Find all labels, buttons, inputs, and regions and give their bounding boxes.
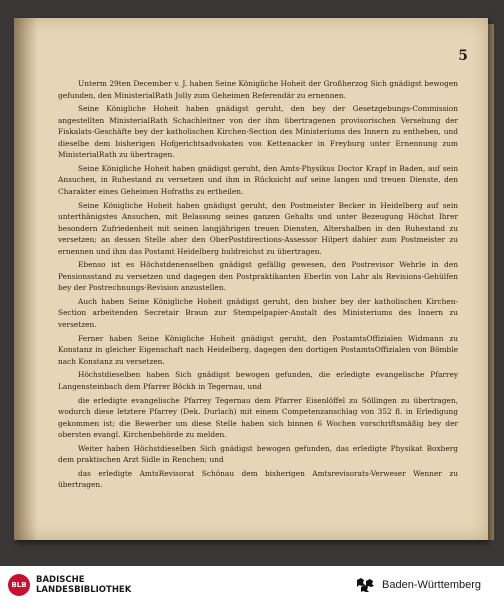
- blb-library-name[interactable]: [36, 575, 131, 595]
- paragraph: das erledigte AmtsRevisorat Schönau dem bisherigen Amtsrevisorats-Verweser Wenner zu übertragen.: [58, 468, 458, 490]
- page-text: [58, 78, 458, 493]
- page-number: 5: [458, 48, 468, 64]
- paragraph: Weiter haben Höchstdieselben Sich gnädigst bewogen gefunden, das erledigte Physikat Boxberg dem praktischen Arzt Sidle in Renchen; und: [58, 443, 458, 465]
- page-binding-shadow: [14, 18, 38, 540]
- blb-name-line2: LANDESBIBLIOTHEK: [36, 585, 132, 595]
- blb-logo[interactable]: BLB: [8, 574, 30, 596]
- blb-name-line1: BADISCHE: [36, 575, 85, 585]
- paragraph: Seine Königliche Hoheit haben gnädigst geruht, den Amts-Physikus Doctor Krapf in Baden, auf sein Ansuchen, in Ruhestand zu versetzen und ihm in Rücksicht auf seine langen und treuen Dienste, den Charakter eines Geheimen Hofraths zu ertheilen.: [58, 163, 458, 196]
- paragraph: Seine Königliche Hoheit haben gnädigst geruht, den Postmeister Becker in Heidelberg auf sein unterthänigstes Ansuchen, mit Belassung seines ganzen Gehalts und unter Bezeugung Höchst Ihrer besondern Zufriedenheit mit seinen langjährigen treuen Diensten, Altershalben in den Ruhestand zu versetzen; an dessen Stelle aber den OberPostdirections-Assessor Hilpert dahier zum Postmeister zu ernennen und ihm das Postamt Heidelberg huldreichst zu übertragen.: [58, 200, 458, 256]
- paragraph: die erledigte evangelische Pfarrey Tegernau dem Pfarrer Eisenlöffel zu Söllingen zu übertragen, wodurch diese letztere Pfarrey (Dek. Durlach) mit einem Competenzanschlag von 352 fl. in Erledigung gekommen ist; die Bewerber um diese Stelle haben sich binnen 6 Wochen vorschriftsmäßig bey der obersten evangl. Kirchenbehörde zu melden.: [58, 395, 458, 439]
- paragraph: Ferner haben Seine Königliche Hoheit gnädigst geruht, den PostamtsOffizialen Widmann zu Konstanz in gleicher Eigenschaft nach Heidelberg, dagegen den dortigen PostamtsOffizialen von Bömble nach Konstanz zu versetzen.: [58, 333, 458, 366]
- paragraph: Seine Königliche Hoheit haben gnädigst geruht, den bey der Gesetzgebungs-Commission angestellten MinisterialRath Schachleitner von der ihm übertragenen provisorischen Versehung der Fiskalats-Geschäfte bey der katholischen Kirchen-Section des Ministeriums des Innern zu entheben, und dieselbe dem bisherigen Hofgerichtsadvokaten von Kettenacker in Freyburg unter Ernennung zum MinisterialRath zu übertragen.: [58, 104, 458, 160]
- footer-bar: [0, 566, 504, 606]
- page-edge: [488, 24, 494, 540]
- paragraph: Auch haben Seine Königliche Hoheit gnädigst geruht, den bisher bey der katholischen Kirchen-Section arbeitenden Secretair Braun zur Stempelpapier-Anstalt des Ministeriums des Innern zu versetzen.: [58, 296, 458, 329]
- baden-wuerttemberg-label[interactable]: Baden-Württemberg: [382, 579, 482, 591]
- paragraph: Höchstdieselben haben Sich gnädigst bewogen gefunden, die erledigte evangelische Pfarrey Langensteinbach dem Pfarrer Böckh in Tegernau, und: [58, 370, 458, 391]
- baden-wuerttemberg-lions-icon[interactable]: [355, 577, 377, 593]
- paragraph: Ebenso ist es Höchstdenenselben gnädigst gefällig gewesen, den Postrevisor Wehrle in den Pensionsstand zu versetzen und dagegen den Postpraktikanten Eberlin von Lahr als Revisions-Gehülfen bey der Postrechnungs-Revision anzustellen.: [58, 260, 458, 293]
- paragraph: Unterm 29ten December v. J. haben Seine Königliche Hoheit der Großherzog Sich gnädigst bewogen gefunden, den MinisterialRath Jolly zum Geheimen Referendär zu ernennen.: [58, 79, 458, 100]
